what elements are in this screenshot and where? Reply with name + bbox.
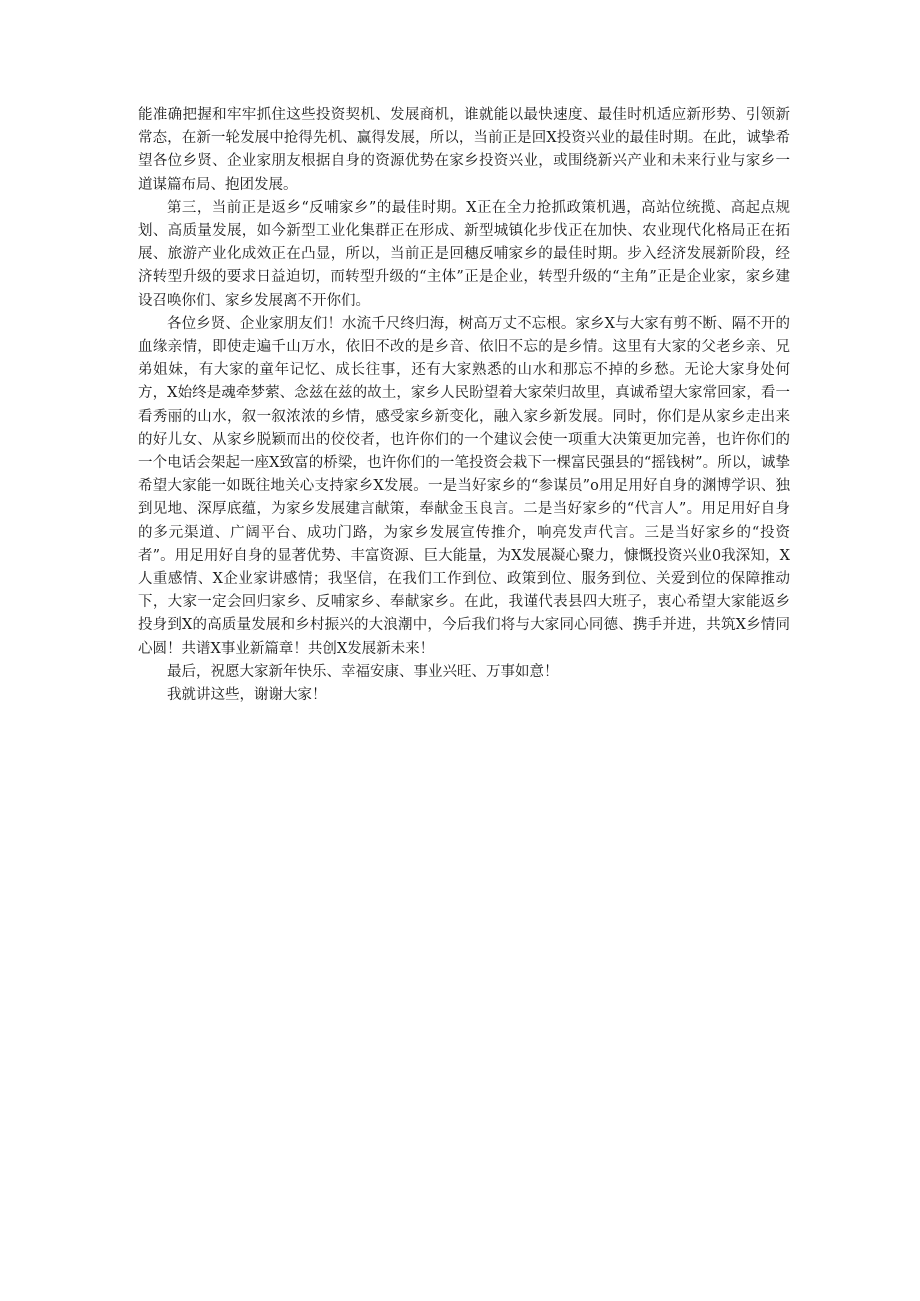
paragraph-third-point: 第三，当前正是返乡“反哺家乡”的最佳时期。X正在全力抢抓政策机遇，高站位统揽、高起点规划、高质量发展，如今新型工业化集群正在形成、新型城镇化步伐正在加快、农业现代化格局正在拓展、旅游产业化成效正在凸显，所以，当前正是回穗反哺家乡的最佳时期。步入经济发展新阶段，经济转型升级的要求日益迫切，而转型升级的“主体”正是企业，转型升级的“主角”正是企业家，家乡建设召唤你们、家乡发展离不开你们。 [138, 199, 790, 309]
document-body [138, 104, 790, 707]
paragraph-closing: 我就讲这些，谢谢大家！ [167, 687, 327, 704]
paragraph-new-year-wishes: 最后，祝愿大家新年快乐、幸福安康、事业兴旺、万事如意！ [167, 663, 559, 680]
paragraph-investment-opportunity: 能准确把握和牢牢抓住这些投资契机、发展商机，谁就能以最快速度、最佳时机适应新形势、引领新常态，在新一轮发展中抢得先机、赢得发展，所以，当前正是回X投资兴业的最佳时期。在此，诚挚希望各位乡贤、企业家朋友根据自身的资源优势在家乡投资兴业，或围绕新兴产业和未来行业与家乡一道谋篇布局、抱团发展。 [138, 107, 790, 193]
paragraph-appeal-to-friends: 各位乡贤、企业家朋友们！水流千尺终归海，树高万丈不忘根。家乡X与大家有剪不断、隔不开的血缘亲情，即使走遍千山万水，依旧不改的是乡音、依旧不忘的是乡情。这里有大家的父老乡亲、兄弟姐妹，有大家的童年记忆、成长往事，还有大家熟悉的山水和那忘不掉的乡愁。无论大家身处何方，X始终是魂牵梦萦、念兹在兹的故土，家乡人民盼望着大家荣归故里，真诚希望大家常回家，看一看秀丽的山水，叙一叙浓浓的乡情，感受家乡新变化，融入家乡新发展。同时，你们是从家乡走出来的好儿女、从家乡脱颖而出的佼佼者，也许你们的一个建议会使一项重大决策更加完善，也许你们的一个电话会架起一座X致富的桥梁，也许你们的一笔投资会栽下一棵富民强县的“摇钱树”。所以，诚挚希望大家能一如既往地关心支持家乡X发展。一是当好家乡的“参谋员”o用足用好自身的渊博学识、独到见地、深厚底蕴，为家乡发展建言献策，奉献金玉良言。二是当好家乡的“代言人”。用足用好自身的多元渠道、广阔平台、成功门路，为家乡发展宣传推介，响亮发声代言。三是当好家乡的“投资者”。用足用好自身的显著优势、丰富资源、巨大能量，为X发展凝心聚力，慷慨投资兴业0我深知，X人重感情、X企业家讲感情；我坚信，在我们工作到位、政策到位、服务到位、关爱到位的保障推动下，大家一定会回归家乡、反哺家乡、奉献家乡。在此，我谨代表县四大班子，衷心希望大家能返乡投身到X的高质量发展和乡村振兴的大浪潮中，今后我们将与大家同心同德、携手并进，共筑X乡情同心圆！共谱X事业新篇章！共创X发展新未来！ [138, 315, 790, 657]
